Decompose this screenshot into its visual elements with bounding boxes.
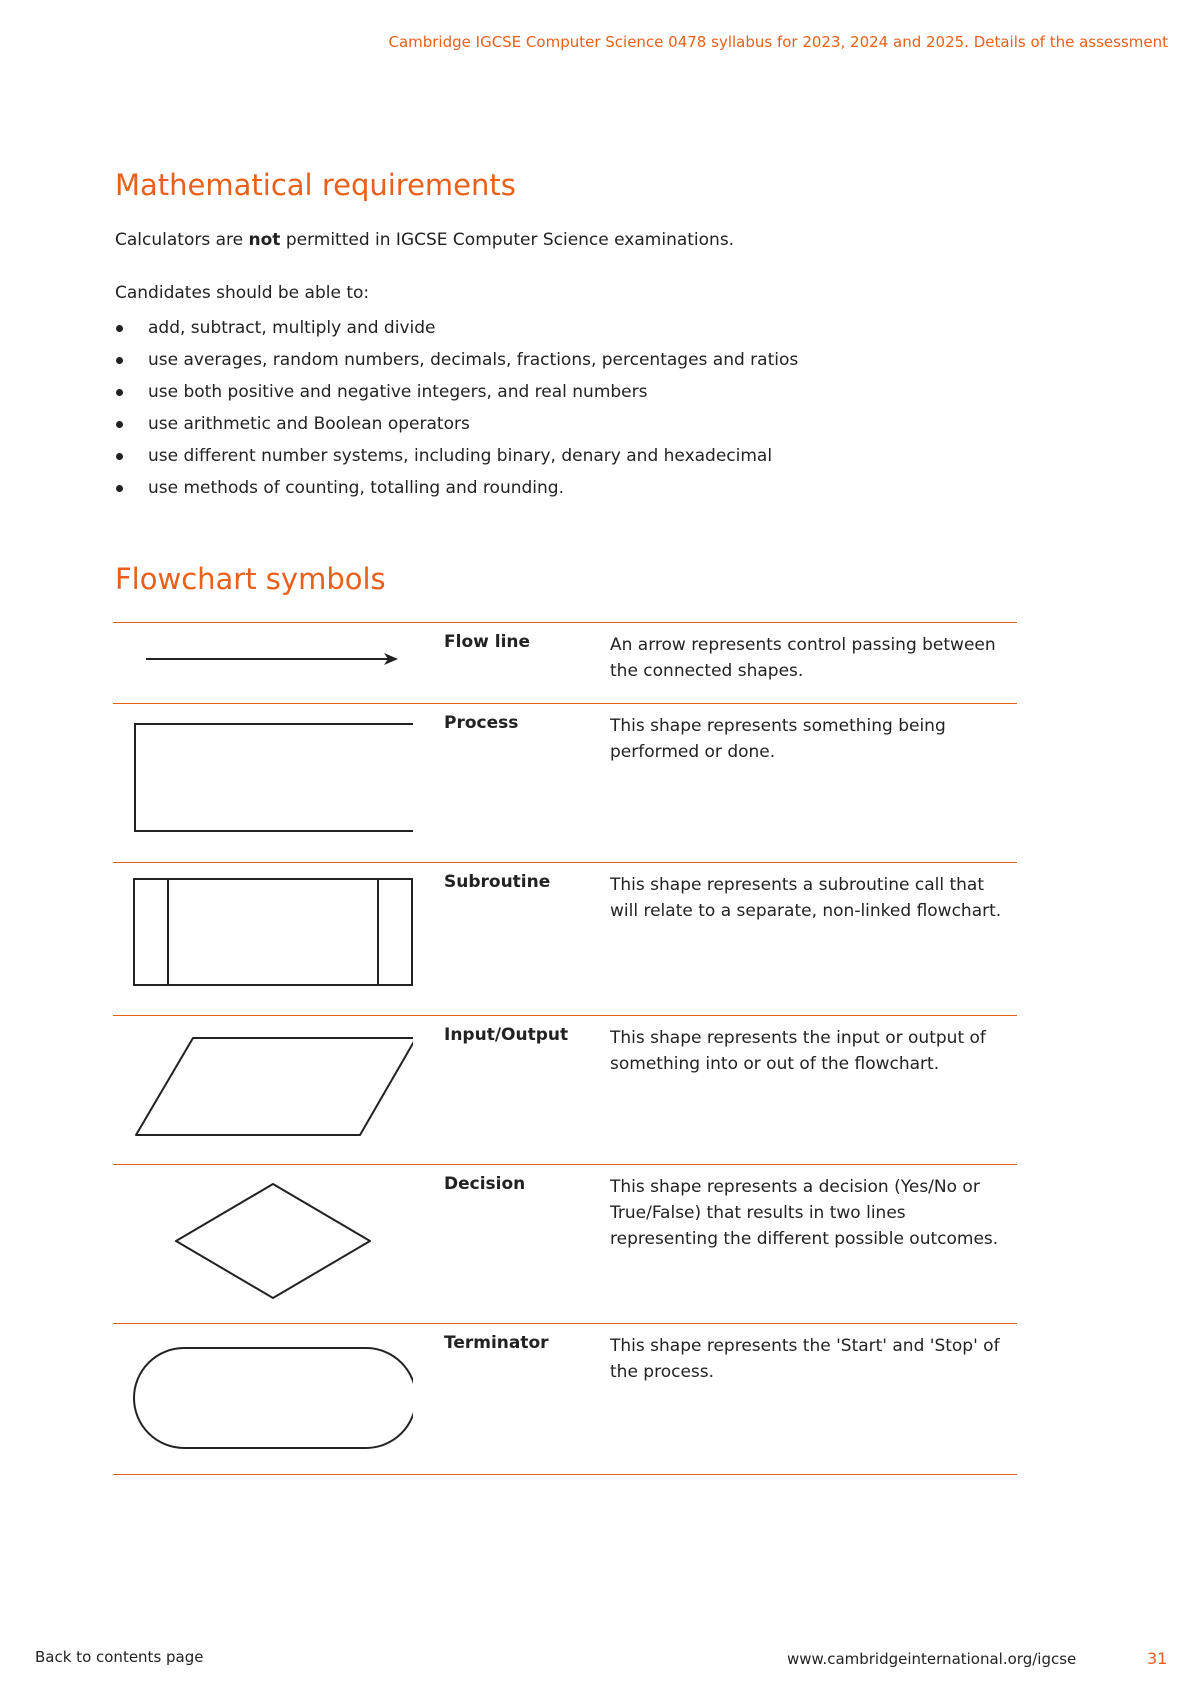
flowchart-row-subroutine: [113, 862, 1017, 1015]
symbol-name: Terminator: [444, 1333, 549, 1353]
symbol-name: Process: [444, 713, 519, 733]
symbol-name: Flow line: [444, 632, 531, 652]
symbol-description: An arrow represents control passing between the connected shapes.: [610, 635, 996, 681]
symbol-name: Decision: [444, 1174, 526, 1194]
flowchart-row-input-output: [113, 1015, 1017, 1164]
bullet-item: use averages, random numbers, decimals, fractions, percentages and ratios: [115, 348, 798, 380]
flowchart-symbols-table: [113, 622, 1017, 1475]
bullet-item: use different number systems, including binary, denary and hexadecimal: [115, 444, 798, 476]
math-heading: Mathematical requirements: [115, 168, 516, 202]
symbol-description: This shape represents a decision (Yes/No or True/False) that results in two lines representing the different possible outcomes.: [610, 1177, 999, 1249]
page-number: 31: [1147, 1649, 1168, 1668]
symbol-name: Subroutine: [444, 872, 551, 892]
symbol-description: This shape represents the input or output of something into or out of the flowchart.: [610, 1028, 986, 1074]
symbol-name: Input/Output: [444, 1025, 569, 1045]
subroutine-box-icon: [113, 863, 413, 1015]
arrow-icon: [113, 623, 413, 703]
parallelogram-icon: [113, 1016, 413, 1164]
symbol-description: This shape represents something being performed or done.: [610, 716, 946, 762]
bullet-item: add, subtract, multiply and divide: [115, 316, 798, 348]
rectangle-icon: [113, 704, 413, 862]
flowchart-heading: Flowchart symbols: [115, 562, 386, 596]
math-bullet-list: [115, 316, 798, 508]
flowchart-row-terminator: [113, 1323, 1017, 1475]
running-header: Cambridge IGCSE Computer Science 0478 syllabus for 2023, 2024 and 2025. Details of the assessment: [388, 33, 1168, 51]
symbol-description: This shape represents the 'Start' and 'Stop' of the process.: [610, 1336, 1000, 1382]
website-url[interactable]: www.cambridgeinternational.org/igcse: [787, 1650, 1077, 1668]
candidates-intro: Candidates should be able to:: [115, 283, 370, 303]
rounded-terminator-icon: [113, 1324, 413, 1474]
calc-suffix: permitted in IGCSE Computer Science examinations.: [280, 230, 735, 250]
diamond-icon: [113, 1165, 413, 1323]
symbol-description: This shape represents a subroutine call that will relate to a separate, non-linked flowchart.: [610, 875, 1002, 921]
calc-emphasis: not: [248, 230, 281, 250]
bullet-item: use both positive and negative integers, and real numbers: [115, 380, 798, 412]
flowchart-row-process: [113, 703, 1017, 862]
calculator-note: [115, 230, 734, 250]
flowchart-row-flow-line: [113, 622, 1017, 703]
calc-prefix: Calculators are: [115, 230, 249, 250]
bullet-item: use methods of counting, totalling and rounding.: [115, 476, 798, 508]
bullet-item: use arithmetic and Boolean operators: [115, 412, 798, 444]
flowchart-row-decision: [113, 1164, 1017, 1323]
back-to-contents-link[interactable]: Back to contents page: [35, 1648, 204, 1666]
